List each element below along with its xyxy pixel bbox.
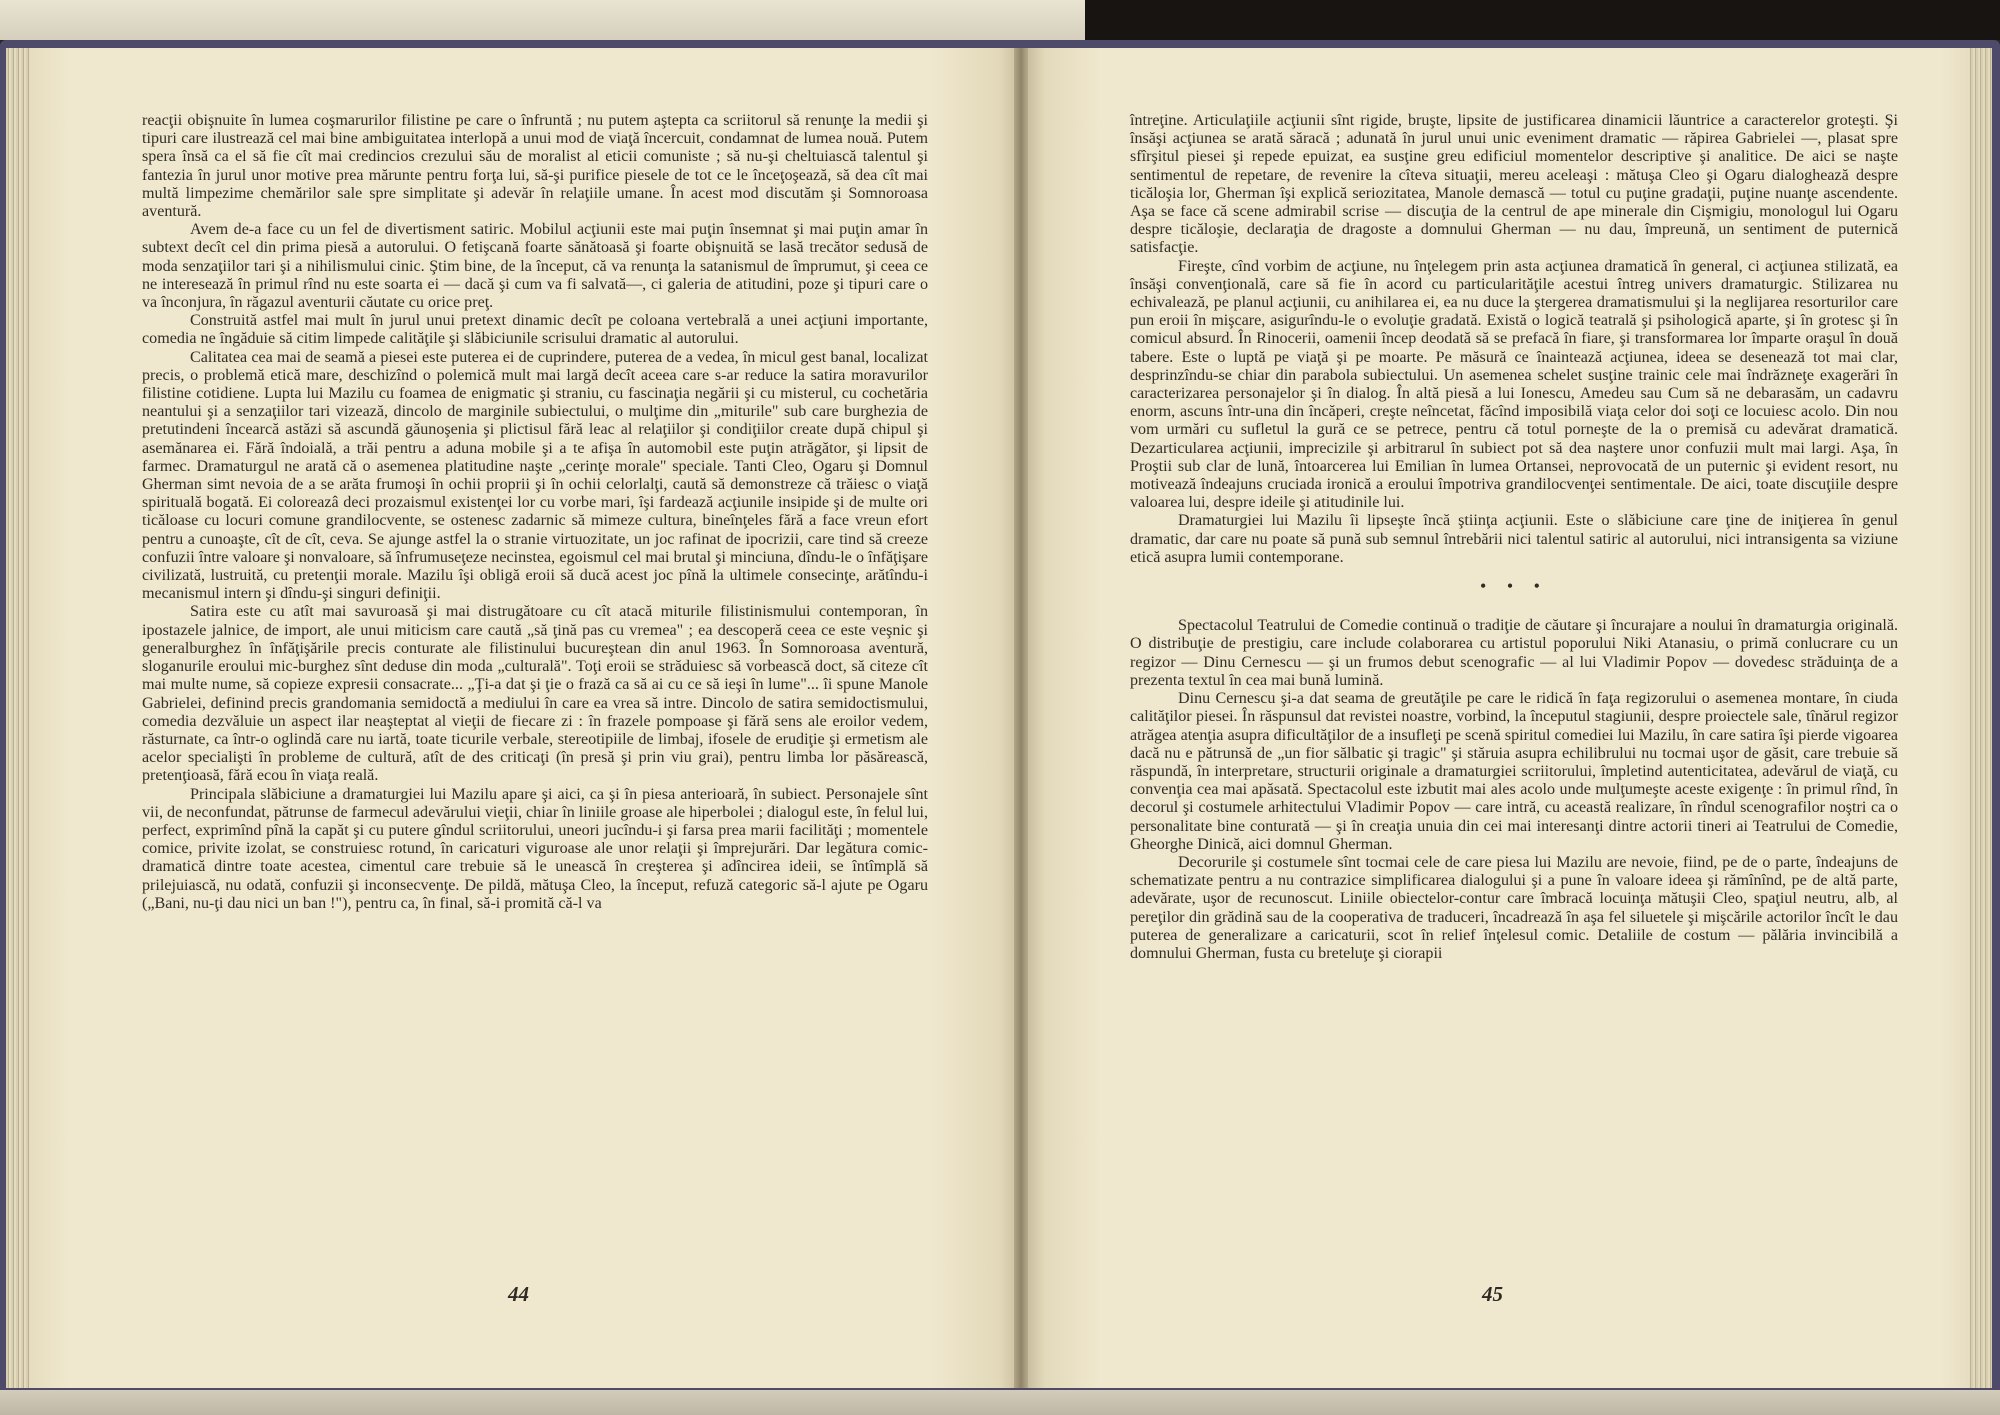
paragraph: întreţine. Articulaţiile acţiunii sînt rigide, bruşte, lipsite de justificarea dinamicii lăuntrice a caracterelor groteşti. Şi însăşi acţiunea se arată săracă ; adunată în jurul unui unic eveniment dramatic — răpirea Gabrielei —, plasat spre sfîrşitul piesei şi repede epuizat, ea susţine greu edificiul momentelor descriptive şi analitice. De aici se naşte sentimentul de repetare, de revenire la cîteva situaţii, mereu aceleaşi : mătuşa Cleo şi Ogaru dialoghează despre ticăloşia lor, Gherman îşi explică seriozitatea, Manole demască — totul cu puţine gradaţii, puţine nuanţe ascendente. Aşa se face că scene admirabil scrise — discuţia de la centrul de ape minerale din Cişmigiu, monologul lui Ogaru despre ticăloşie, declaraţia de dragoste a domnului Gherman — nu dau, împreună, un sentiment de puternică satisfacţie. [1130,112,1898,257]
page-number: 45 [1482,1282,1503,1306]
book-gutter [1014,48,1028,1388]
paragraph: reacţii obişnuite în lumea coşmarurilor filistine pe care o înfruntă ; nu putem aştepta ca scriitorul să renunţe la medii şi tipuri care ilustrează cel mai bine ambiguitatea interlopă a unui mod de viaţă încercuit, condamnat de lumea nouă. Putem spera însă ca el să fie cît mai credincios crezului său de moralist al eticii comuniste ; să nu-şi cheltuiască talentul şi fantezia în jurul unor motive prea mărunte pentru forţa lui, să-şi purifice piesele de tot ce le înceţoşează, să dea cît mai multă limpezime chemărilor sale spre simplitate şi adevăr în relaţiile umane. În acest mod discutăm şi Somnoroasa aventură. [142,112,928,221]
paragraph: Calitatea cea mai de seamă a piesei este puterea ei de cuprindere, puterea de a vedea, în micul gest banal, localizat precis, o problemă etică mare, deschizînd o polemică mult mai largă decît aceea care s-ar reduce la satira moravurilor filistine cotidiene. Lupta lui Mazilu cu foamea de enigmatic şi straniu, cu fascinaţia negării şi cu misterul, cu cochetăria neantului şi a senzaţiilor tari vizează, dincolo de marginile subiectului, o mulţime din „miturile" sub care burghezia de pretutindeni încearcă astăzi să ascundă găunoşenia şi plictisul fără leac al relaţiilor şi condiţiilor create după chipul şi asemănarea ei. Fără îndoială, a trăi pentru a aduna mobile şi a te afişa în automobil este puţin atrăgător, şi lipsit de farmec. Dramaturgul ne arată că o asemenea platitudine naşte „cerinţe morale" speciale. Tanti Cleo, Ogaru şi Domnul Gherman simt nevoia de a se arăta frumoşi în ochii proprii şi în ochii celorlalţi, caută să demonstreze că trăiesc o viaţă spirituală bogată. Ei coloreazâ deci prozaismul existenţei lor cu vorbe mari, îşi fardează acţiunile insipide şi de multe ori ticăloase cu locuri comune grandilocvente, se ostenesc zadarnic să mimeze cultura, bineînţeles fără a face vreun efort pentru a cunoaşte, cît de cît, ceva. Se ajunge astfel la o stranie virtuozitate, un joc rafinat de ipocrizii, care tind să creeze confuzii între valoare şi nonvaloare, să înfrumuseţeze necinstea, egoismul cel mai brutal şi minciuna, dîndu-le o înfăţişare civilizată, lustruită, cu pretenţii morale. Mazilu îşi obligă eroii să ducă acest joc pînă la ultimele consecinţe, arătîndu-i mecanismul intern şi dîndu-şi singuri definiţii. [142,348,928,603]
right-page-text [1130,112,1898,963]
paragraph: Construită astfel mai mult în jurul unui pretext dinamic decît pe coloana vertebrală a unei acţiuni importante, comedia ne îngăduie să citim limpede calităţile şi slăbiciunile scrisului dramatic al autorului. [142,312,928,348]
paragraph: Fireşte, cînd vorbim de acţiune, nu înţelegem prin asta acţiunea dramatică în general, ci acţiunea stilizată, ea însăşi convenţională, care să fie în acord cu particularităţile acestui întreg univers dramaturgic. Stilizarea nu echivalează, pe planul acţiunii, cu anihilarea ei, ea nu duce la ştergerea dramatismului şi la neglijarea resorturilor care pun eroii în mişcare, asigurîndu-le o evoluţie gradată. Există o logică teatrală şi psihologică aparte, şi în grotesc şi în comicul absurd. În Rinocerii, oamenii încep deodată să se prefacă în fiare, şi transformarea lor împarte oraşul în două tabere. Este o luptă pe viaţă şi pe moarte. Pe măsură ce înaintează acţiunea, ideea se desenează tot mai clar, desprinzîndu-se chiar din parabola subiectului. Un asemenea schelet susţine trainic cele mai îndrăzneţe exagerări în caracterizarea personajelor şi în dialog. În altă piesă a lui Ionescu, Amedeu sau Cum să ne debarasăm, un cadavru enorm, ascuns într-una din încăperi, creşte neîncetat, făcînd imposibilă viaţa celor doi soţi ce locuiesc acolo. Din nou vom urmări cu sufletul la gură ce se petrece, pentru că totul porneşte de la o premisă cu adevărat dramatică. Dezarticularea acţiunii, imprecizile şi arbitrarul în subiect pot să dea naştere unor confuzii mult mai largi. Aşa, în Proştii sub clar de lună, întoarcerea lui Emilian în lumea Ortansei, neprovocată de un puternic şi evident resort, nu motivează îndeajuns cruciada ironică a eroului împotriva grandilocvenţei sentimentale. De aici, toate discuţiile despre valoarea lui, despre ideile şi atitudinile lui. [1130,257,1898,512]
paragraph: Dinu Cernescu şi-a dat seama de greutăţile pe care le ridică în faţa regizorului o asemenea montare, în ciuda calităţilor piesei. În răspunsul dat revistei noastre, vorbind, la începutul stagiunii, despre proiectele sale, tînărul regizor atrăgea atenţia asupra dificultăţilor de a insufleţi pe scenă spiritul comediei lui Mazilu, în care satira îşi pierde vigoarea dacă nu e pătrunsă de „un fior sălbatic şi tragic" şi stăruia asupra echilibrului nu tocmai uşor de găsit, care trebuie să răspundă, în interpretare, structurii originale a dramaturgiei scriitorului, împletind autenticitatea, adevărul de viaţă, cu convenţia cea mai apăsată. Spectacolul este izbutit mai ales acolo unde mulţumeşte aceste exigenţe : în primul rînd, în decorul şi costumele arhitectului Vladimir Popov — care intră, cu această realizare, în rîndul scenografilor noştri ca o personalitate bine conturată — şi în creaţia unuia din cei mai interesanţi dintre actorii tineri ai Teatrului de Comedie, Gheorghe Dinică, aici domnul Gherman. [1130,690,1898,853]
section-separator: • • • [1480,576,1548,597]
scan-shadow [1085,0,2000,40]
paragraph: Dramaturgiei lui Mazilu îi lipseşte încă ştiinţa acţiunii. Este o slăbiciune care ţine de iniţierea în genul dramatic, dar care nu poate să pună sub semnul întrebării nici talentul satiric al autorului, nici intransigenta sa viziune etică asupra lumii contemporane. [1130,512,1898,566]
page-edges-right [1968,48,1992,1388]
page-number: 44 [508,1282,529,1306]
right-page [1020,48,1970,1388]
scan-background-top [0,0,2000,40]
paragraph: Spectacolul Teatrului de Comedie continuă o tradiţie de căutare şi încurajare a noului în dramaturgia originală. O distribuţie de prestigiu, care include colaborarea cu artistul poporului Niki Atanasiu, o primă conlucrare cu un regizor — Dinu Cernescu — şi un frumos debut scenografic — al lui Vladimir Popov — dovedesc străduinţa de a prezenta textul în cea mai bună lumină. [1130,617,1898,689]
paragraph: Decorurile şi costumele sînt tocmai cele de care piesa lui Mazilu are nevoie, fiind, pe de o parte, îndeajuns de schematizate pentru a nu contrazice simplificarea dialogului şi a pune în valoare ideea şi rămînînd, pe de altă parte, adevărate, uşor de recunoscut. Liniile obiectelor-contur care îmbracă locuinţa mătuşii Cleo, spaţiul neutru, alb, al pereţilor din grădină sau de la cooperativa de traduceri, încadrează în aşa fel siluetele şi mişcările actorilor încît le dau puterea de generalizare a caricaturii, scot în relief înţelesul comic. Detaliile de costum — pălăria invincibilă a domnului Gherman, fusta cu breteluţe şi ciorapii [1130,853,1898,962]
left-page [30,48,1020,1388]
left-page-text [142,112,928,913]
scan-background-bottom [0,1390,2000,1415]
paragraph: Satira este cu atît mai savuroasă şi mai distrugătoare cu cît atacă miturile filistinismului contemporan, în ipostazele jalnice, de import, ale unui miticism care caută „să ţină pas cu vremea" ; ea descoperă ceea ce este veşnic şi generalburghez în înfăţişările precis conturate ale filistinului bucureştean din anul 1963. În Somnoroasa aventură, sloganurile eroului mic-burghez sînt deduse din moda „culturală". Toţi eroii se străduiesc să vorbească doct, să citeze cît mai multe nume, să copieze expresii consacrate... „Ţi-a dat şi ţie o frază ca să ai cu ce să ieşi în lume"... îi spune Manole Gabrielei, definind precis grandomania semidoctă a mediului în care ea vrea să intre. Dincolo de satira semidoctismului, comedia dezvăluie un aspect ilar neaşteptat al vieţii de fiecare zi : în frazele pompoase şi fără sens ale eroilor vedem, răsturnate, ca într-o oglindă care nu iartă, toate ticurile verbale, stereotipiile de limbaj, ifosele de erudiţie şi ermetism ale acelor specialişti în probleme de cultură, atît de des criticaţi (în presă şi prin viu grai), pentru limba lor păsărească, pretenţioasă, fără ecou în viaţa reală. [142,603,928,785]
paragraph: Principala slăbiciune a dramaturgiei lui Mazilu apare şi aici, ca şi în piesa anterioară, în subiect. Personajele sînt vii, de neconfundat, pătrunse de farmecul adevărului vieţii, chiar în liniile groase ale hiperbolei ; dialogul este, în felul lui, perfect, exprimînd pînă la capăt şi cu putere gîndul scriitorului, uneori jucîndu-i şi farsa prea marii facilităţi ; momentele comice, privite izolat, se construiesc rotund, în caricaturi viguroase ale unor relaţii şi împrejurări. Dar legătura comic-dramatică dintre toate acestea, cimentul care trebuie să le unească în creşterea şi adîncirea ideii, se întîmplă să prilejuiască, nu odată, confuzii şi inconsecvenţe. De pildă, mătuşa Cleo, la început, refuză categoric să-l ajute pe Ogaru („Bani, nu-ţi dau nici un ban !"), pentru ca, în final, să-i promită că-l va [142,785,928,912]
paragraph: Avem de-a face cu un fel de divertisment satiric. Mobilul acţiunii este mai puţin însemnat şi mai puţin amar în subtext decît cel din prima piesă a autorului. O fetişcană foarte sănătoasă şi foarte obişnuită se lasă trecător sedusă de moda senzaţiilor tari şi a nihilismului cinic. Ştim bine, de la început, că va renunţa la satanismul de împrumut, şi ceea ce ne interesează în primul rînd nu este soarta ei — dacă şi cum va fi salvată—, ci galeria de atitudini, poze şi tipuri care o va înconjura, în răgazul aventurii căutate cu orice preţ. [142,221,928,312]
page-edges-left [6,48,32,1388]
